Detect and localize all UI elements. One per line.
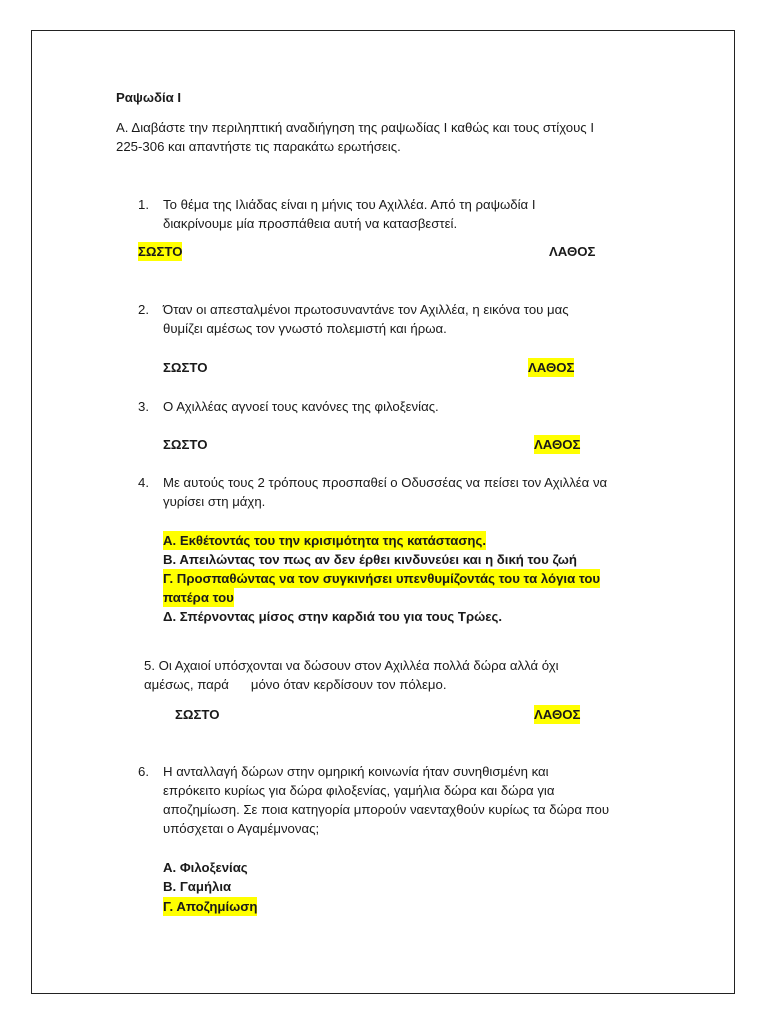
page-title: Ραψωδία Ι [116, 90, 182, 105]
q3-false-answer: ΛΑΘΟΣ [534, 437, 581, 452]
q2-true-answer: ΣΩΣΤΟ [163, 360, 208, 375]
q1-line-2: διακρίνουμε μία προσπάθεια αυτή να κατασβεστεί. [163, 216, 458, 231]
q4-line-2: γυρίσει στη μάχη. [163, 494, 266, 509]
q4-option-c-continued: πατέρα του [163, 590, 234, 605]
q1-number: 1. [138, 197, 149, 212]
q4-option-c: Γ. Προσπαθώντας να τον συγκινήσει υπενθυμίζοντάς του τα λόγια του [163, 571, 601, 586]
q4-option-b: Β. Απειλώντας τον πως αν δεν έρθει κινδυνεύει και η δική του ζωή [163, 552, 577, 567]
q6-option-b: Β. Γαμήλια [163, 879, 232, 894]
instructions-line-1: Α. Διαβάστε την περιληπτική αναδιήγηση της ραψωδίας Ι καθώς και τους στίχους Ι [116, 120, 594, 135]
q2-line-1: Όταν οι απεσταλμένοι πρωτοσυναντάνε τον Αχιλλέα, η εικόνα του μας [163, 302, 569, 317]
q1-false-answer: ΛΑΘΟΣ [549, 244, 596, 259]
q6-line-4: υπόσχεται ο Αγαμέμνονας; [163, 821, 320, 836]
q4-number: 4. [138, 475, 149, 490]
q4-option-d: Δ. Σπέρνοντας μίσος στην καρδιά του για τους Τρώες. [163, 609, 503, 624]
q4-line-1: Με αυτούς τους 2 τρόπους προσπαθεί ο Οδυσσέας να πείσει τον Αχιλλέα να [163, 475, 608, 490]
q1-true-answer: ΣΩΣΤΟ [138, 244, 183, 259]
q3-number: 3. [138, 399, 149, 414]
q2-false-answer: ΛΑΘΟΣ [528, 360, 575, 375]
q6-line-1: Η ανταλλαγή δώρων στην ομηρική κοινωνία ήταν συνηθισμένη και [163, 764, 549, 779]
q2-number: 2. [138, 302, 149, 317]
q5-line-1: 5. Οι Αχαιοί υπόσχονται να δώσουν στον Αχιλλέα πολλά δώρα αλλά όχι [144, 658, 559, 673]
document-page [31, 30, 735, 994]
q6-option-c: Γ. Αποζημίωση [163, 899, 258, 914]
q5-line-2: αμέσως, παρά μόνο όταν κερδίσουν τον πόλεμο. [144, 677, 447, 692]
q3-line-1: Ο Αχιλλέας αγνοεί τους κανόνες της φιλοξενίας. [163, 399, 439, 414]
q4-option-a: Α. Εκθέτοντάς του την κρισιμότητα της κατάστασης. [163, 533, 487, 548]
q3-true-answer: ΣΩΣΤΟ [163, 437, 208, 452]
q6-number: 6. [138, 764, 149, 779]
q6-option-a: Α. Φιλοξενίας [163, 860, 248, 875]
q6-line-3: αποζημίωση. Σε ποια κατηγορία μπορούν ναενταχθούν κυρίως τα δώρα που [163, 802, 610, 817]
q5-true-answer: ΣΩΣΤΟ [175, 707, 220, 722]
q1-line-1: Το θέμα της Ιλιάδας είναι η μήνις του Αχιλλέα. Από τη ραψωδία Ι [163, 197, 536, 212]
q2-line-2: θυμίζει αμέσως τον γνωστό πολεμιστή και ήρωα. [163, 321, 447, 336]
q6-line-2: επρόκειτο κυρίως για δώρα φιλοξενίας, γαμήλια δώρα και δώρα για [163, 783, 555, 798]
q5-false-answer: ΛΑΘΟΣ [534, 707, 581, 722]
instructions-line-2: 225-306 και απαντήστε τις παρακάτω ερωτήσεις. [116, 139, 401, 154]
